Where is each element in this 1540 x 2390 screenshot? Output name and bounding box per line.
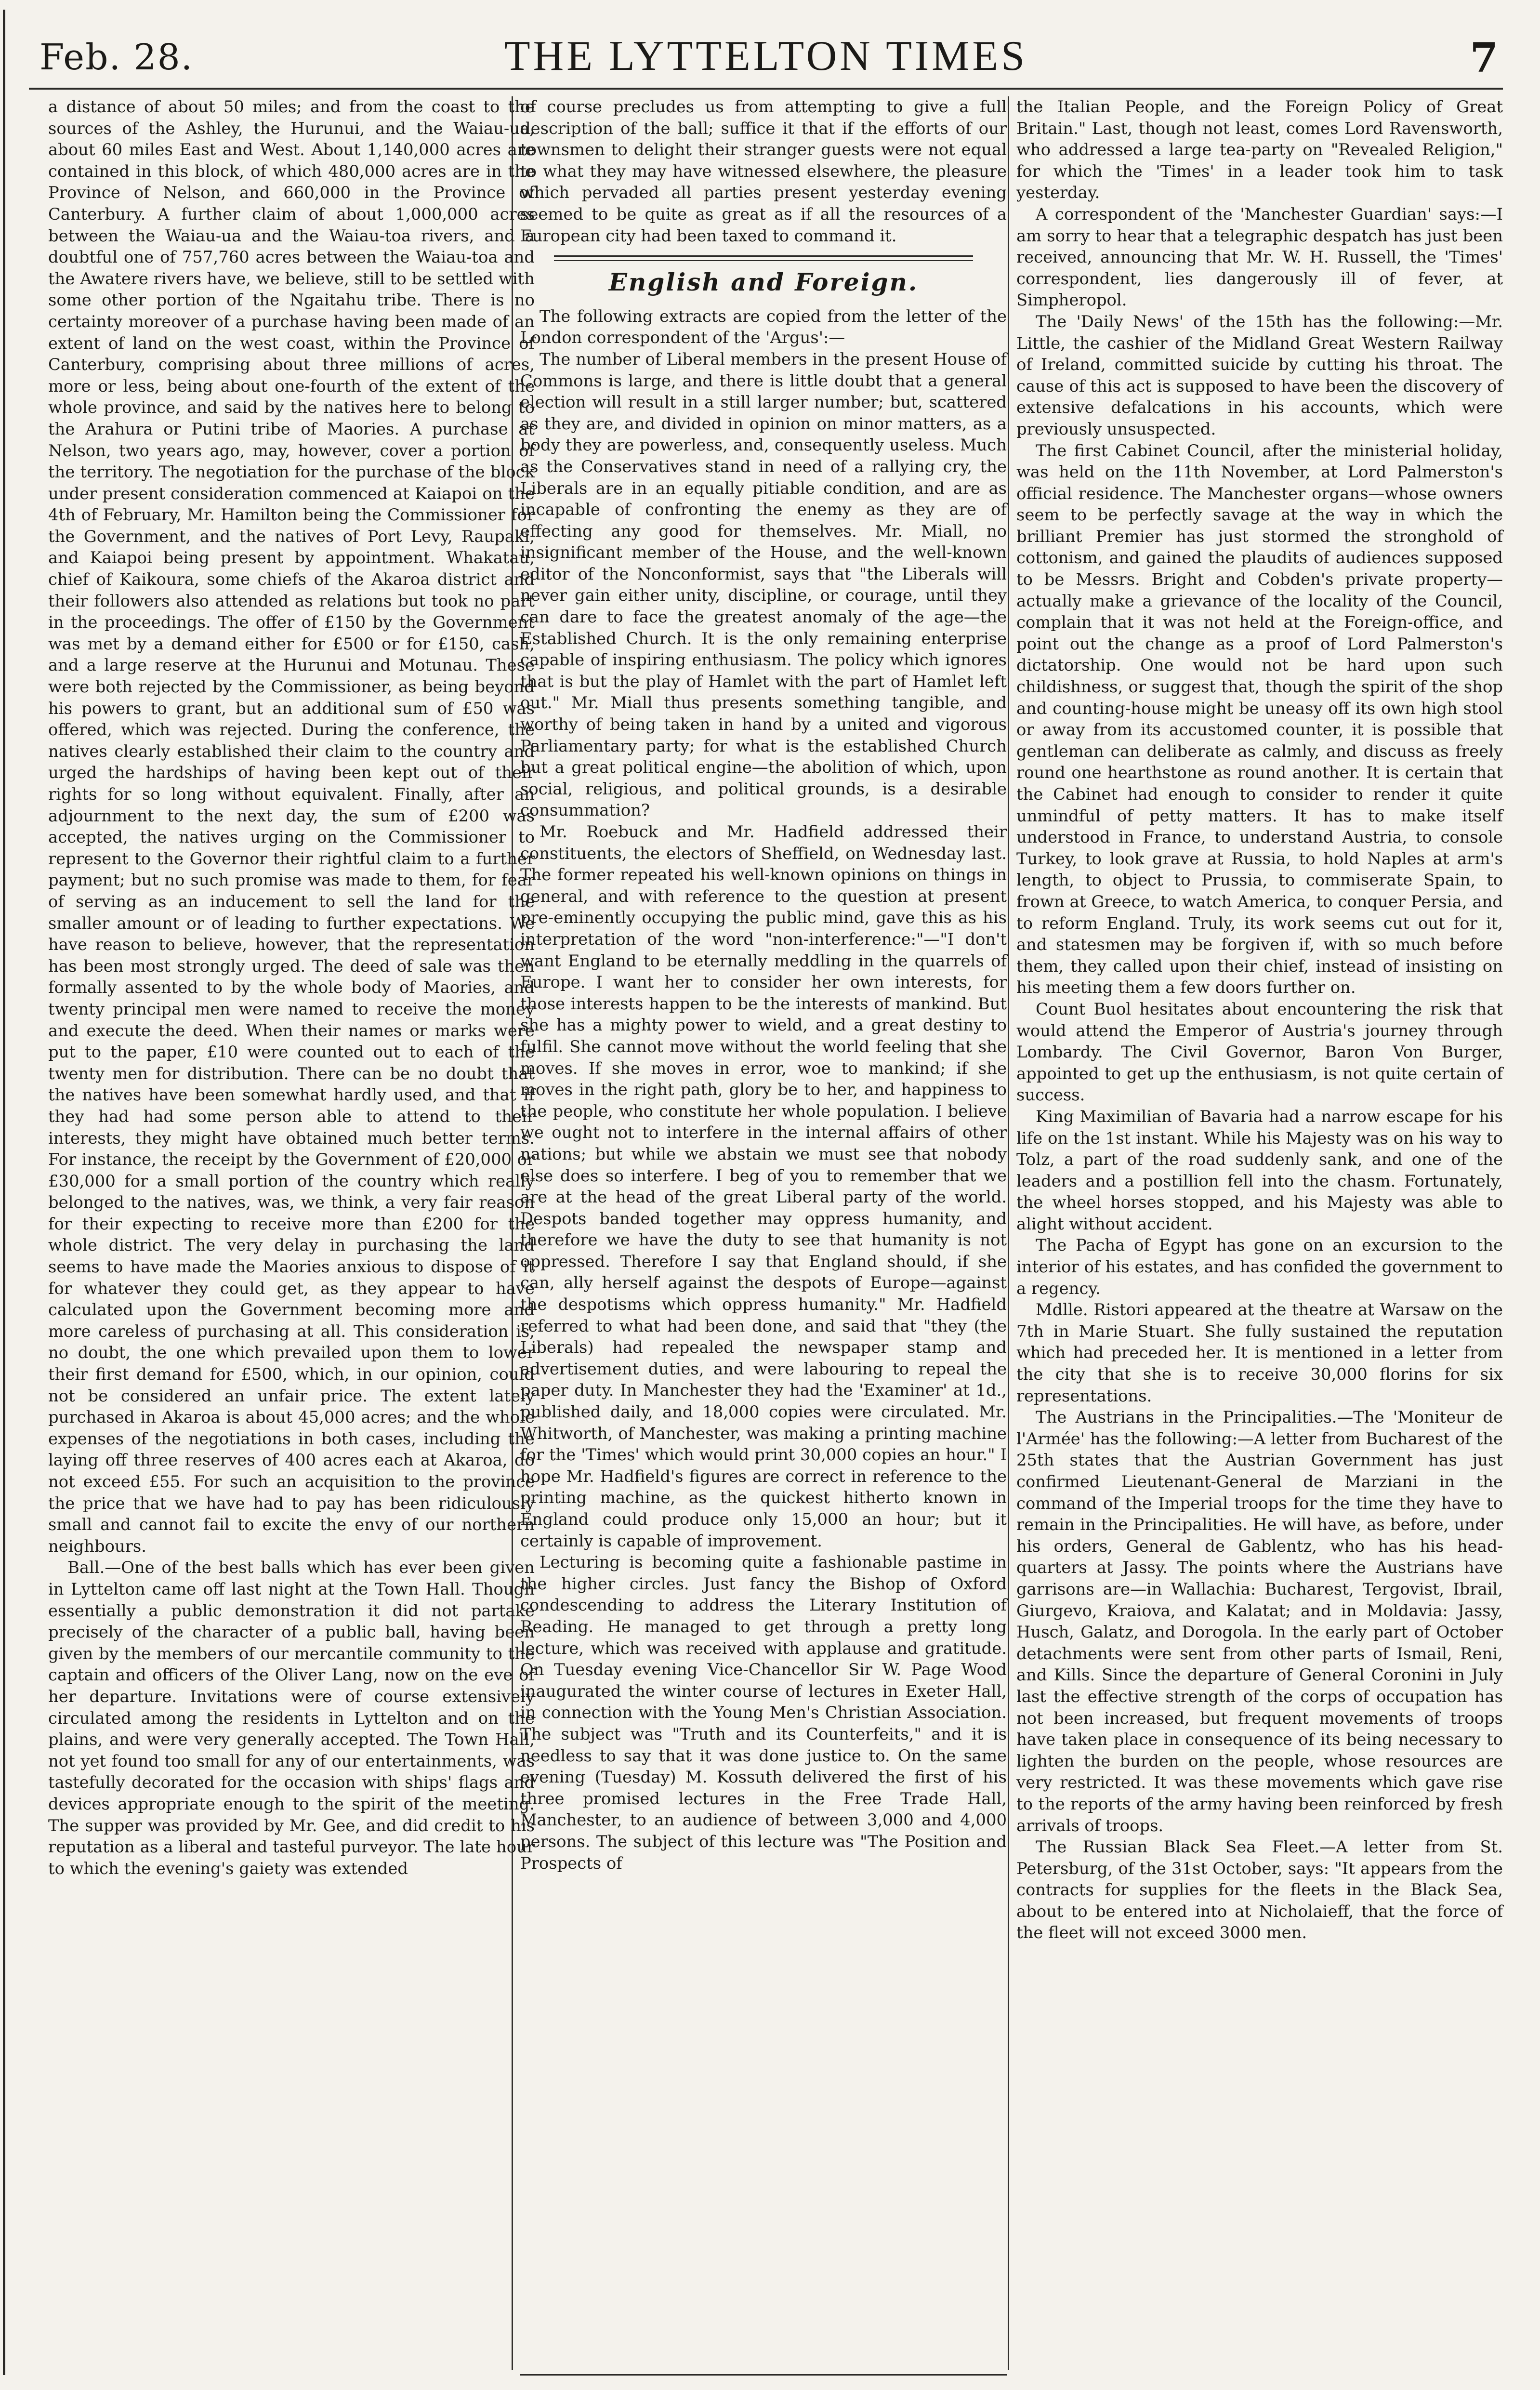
article-ball-continued: of course precludes us from attempting to give a full description of the ball; suffice it that if the efforts of our townsmen to delight their stranger guests were not equal to what they may have witnessed elsewhere, the pleasure which pervaded all parties present yesterday evening seemed to be quite as great as if all the resources of a European city had been taxed to command it. <box>520 97 1007 245</box>
article-maori-land-purchase: a distance of about 50 miles; and from the coast to the sources of the Ashley, the Hurunui, and the Waiau-ua, about 60 miles East and West. About 1,140,000 acres are contained in this block, of which 480,000 acres are in the Province of Nelson, and 660,000 in the Province of Canterbury. A further claim of about 1,000,000 acres between the Waiau-ua and the Waiau-toa rivers, and a doubtful one of 757,760 acres between the Waiau-toa and the Awatere rivers have, we believe, still to be settled with some other portion of the Ngaitahu tribe. There is no certainty moreover of a purchase having been made of an extent of land on the west coast, within the Province of Canterbury, comprising about three millions of acres, more or less, being about one-fourth of the extent of the whole province, and said by the natives here to belong to the Arahura or Putini tribe of Maories. A purchase at Nelson, two years ago, may, however, cover a portion of the territory. The negotiation for the purchase of the block under present consideration commenced at Kaiapoi on the 4th of February, Mr. Hamilton being the Commissioner for the Government, and the natives of Port Levy, Raupaki, and Kaiapoi being present by appointment. Whakatau, chief of Kaikoura, some chiefs of the Akaroa district and their followers also attended as relations but took no part in the proceedings. The offer of £150 by the Government was met by a demand either for £500 or for £150, cash, and a large reserve at the Hurunui and Motunau. These were both rejected by the Commissioner, as being beyond his powers to grant, but an additional sum of £50 was offered, which was rejected. During the conference, the natives clearly established their claim to the country and urged the hardships of having been kept out of their rights for so long without equivalent. Finally, after an adjournment to the next day, the sum of £200 was accepted, the natives urging on the Commissioner to represent to the Governor their rightful claim to a further payment; but no such promise was made to them, for fear of serving as an inducement to sell the land for the smaller amount or of leading to further expectations. We have reason to believe, however, that the representation has been most strongly urged. The deed of sale was then formally assented to by the whole body of Maories, and twenty principal men were named to receive the money and execute the deed. When their names or marks were put to the paper, £10 were counted out to each of the twenty men for distribution. There can be no doubt that the natives have been somewhat hardly used, and that if they had had some person able to attend to their interests, they might have obtained much better terms. For instance, the receipt by the Government of £20,000 or £30,000 for a small portion of the country which really belonged to the natives, was, we think, a very fair reason for their expecting to receive more than £200 for the whole district. The very delay in purchasing the land seems to have made the Maories anxious to dispose of it for whatever they could get, as they appear to have calculated upon the Government becoming more and more careless of purchasing at all. This consideration is, no doubt, the one which prevailed upon them to lower their first demand for £500, which, in our opinion, could not be considered an unfair price. The extent lately purchased in Akaroa is about 45,000 acres; and the whole expenses of the negotiations in both cases, including the laying off three reserves of 400 acres each at Akaroa, do not exceed £55. For such an acquisition to the province the price that we have had to pay has been ridiculously small and cannot fail to excite the envy of our northern neighbours. <box>48 97 535 1556</box>
article-lecturing-continued: the Italian People, and the Foreign Policy of Great Britain." Last, though not least, comes Lord Ravensworth, who addressed a large tea-party on "Revealed Religion," for which the 'Times' in a leader took him to task yesterday. <box>1016 97 1503 202</box>
section-heading: English and Foreign. <box>608 268 919 297</box>
article-lecturing: Lecturing is becoming quite a fashionable pastime in the higher circles. Just fancy the Bishop of Oxford condescending to address the Literary Institution of Reading. He managed to get through a pretty long lecture, which was received with applause and gratitude. On Tuesday evening Vice-Chancellor Sir W. Page Wood inaugurated the winter course of lectures in Exeter Hall, in connection with the Young Men's Christian Association. The subject was "Truth and its Counterfeits," and it is needless to say that it was done justice to. On the same evening (Tuesday) M. Kossuth delivered the first of his three promised lectures in the Free Trade Hall, Manchester, to an audience of between 3,000 and 4,000 persons. The subject of this lecture was "The Position and Prospects of <box>520 1553 1007 1873</box>
article-king-maximilian: King Maximilian of Bavaria had a narrow escape for his life on the 1st instant. While his Majesty was on his way to Tolz, a part of the road suddenly sank, and one of the leaders and a postillion fell into the chasm. Fortunately, the wheel horses stopped, and his Majesty was able to alight without accident. <box>1016 1107 1503 1233</box>
article-liberal-members: The number of Liberal members in the present House of Commons is large, and there is little doubt that a general election will result in a still larger number; but, scattered as they are, and divided in opinion on minor matters, as a body they are powerless, and, consequently useless. Much as the Conservatives stand in need of a rallying cry, the Liberals are in an equally pitiable condition, and are as incapable of confronting the enemy as they are of effecting any good for themselves. Mr. Miall, no insignificant member of the House, and the well-known editor of the Nonconformist, says that "the Liberals will never gain either unity, discipline, or courage, until they can dare to face the greatest anomaly of the age—the Established Church. It is the only remaining enterprise capable of inspiring enthusiasm. The policy which ignores that is but the play of Hamlet with the part of Hamlet left out." Mr. Miall thus presents something tangible, and worthy of being taken in hand by a united and vigorous Parliamentary party; for what is the established Church but a great political engine—the abolition of which, upon social, religious, and political grounds, is a desirable consummation? <box>520 349 1007 820</box>
article-intro: The following extracts are copied from the letter of the London correspondent of the 'Argus':— <box>520 306 1007 347</box>
column-divider <box>1008 96 1009 2370</box>
header-rule <box>29 88 1503 90</box>
article-count-buol: Count Buol hesitates about encountering the risk that would attend the Emperor of Austria's journey through Lombardy. The Civil Governor, Baron Von Burger, appointed to get up the enthusiasm, is not quite certain of success. <box>1016 999 1503 1105</box>
article-ball: Ball.—One of the best balls which has ever been given in Lyttelton came off last night at the Town Hall. Though essentially a public demonstration it did not partake precisely of the character of a public ball, having been given by the members of our mercantile community to the captain and officers of the Oliver Lang, now on the eve of her departure. Invitations were of course extensively circulated among the residents in Lyttelton and on the plains, and were very generally accepted. The Town Hall, not yet found too small for any of our entertainments, was tastefully decorated for the occasion with ships' flags and devices appropriate enough to the spirit of the meeting. The supper was provided by Mr. Gee, and did credit to his reputation as a liberal and tasteful purveyor. The late hour to which the evening's gaiety was extended <box>48 1558 535 1878</box>
issue-date: Feb. 28. <box>39 37 194 78</box>
column-three <box>1016 96 1503 1944</box>
article-cabinet-council: The first Cabinet Council, after the ministerial holiday, was held on the 11th November, at Lord Palmerston's official residence. The Manchester organs—whose owners seem to be perfectly savage at the way in which the brilliant Premier has just stormed the stronghold of cottonism, and gained the plaudits of audiences supposed to be Messrs. Bright and Cobden's private property—actually make a grievance of the locality of the Council, complain that it was not held at the Foreign-office, and point out the change as a proof of Lord Palmerston's dictatorship. One would not be hard upon such childishness, or suggest that, though the spirit of the shop and counting-house might be uneasy off its own high stool or away from its accustomed counter, it is possible that gentleman can deliberate as calmly, and discuss as freely round one hearthstone as round another. It is certain that the Cabinet had enough to consider to render it quite unmindful of petty matters. It has to make itself understood in France, to understand Austria, to console Turkey, to look grave at Russia, to hold Naples at arm's length, to object to Prussia, to commiserate Spain, to frown at Greece, to watch America, to conquer Persia, and to reform England. Truly, its work seems cut out for it, and statesmen may be forgiven if, with so much before them, they called upon their chief, instead of insisting on his meeting them a few doors further on. <box>1016 441 1503 997</box>
article-ristori: Mdlle. Ristori appeared at the theatre at Warsaw on the 7th in Marie Stuart. She fully sustained the reputation which had preceded her. It is mentioned in a letter from the city that she is to receive 30,000 florins for six representations. <box>1016 1300 1503 1405</box>
column-one <box>48 96 535 1879</box>
footer-rule <box>520 2374 1007 2376</box>
page-header <box>29 19 1503 82</box>
column-two <box>520 96 1007 1874</box>
page-edge-rule <box>3 10 5 2375</box>
masthead-title: THE LYTTELTON TIMES <box>504 33 1028 79</box>
article-daily-news: The 'Daily News' of the 15th has the following:—Mr. Little, the cashier of the Midland Great Western Railway of Ireland, committed suicide by cutting his throat. The cause of this act is supposed to have been the discovery of extensive defalcations in his accounts, which were previously unsuspected. <box>1016 312 1503 438</box>
article-austrians-principalities: The Austrians in the Principalities.—The 'Moniteur de l'Armée' has the following:—A letter from Bucharest of the 25th states that the Austrian Government has just confirmed Lieutenant-General de Marziani in the command of the Imperial troops for the time they have to remain in the Principalities. He will have, as before, under his orders, General de Gablentz, who has his head-quarters at Jassy. The points where the Austrians have garrisons are—in Wallachia: Bucharest, Tergovist, Ibrail, Giurgevo, Kraiova, and Kalatat; and in Moldavia: Jassy, Husch, Galatz, and Dorogola. In the early part of October detachments were sent from other parts of Ismail, Reni, and Kills. Since the departure of General Coronini in July last the effective strength of the corps of occupation has not been increased, but frequent movements of troops have taken place in consequence of its being necessary to lighten the burden on the people, whose resources are very restricted. It was these movements which gave rise to the reports of the army having been reinforced by fresh arrivals of troops. <box>1016 1408 1503 1835</box>
article-sheffield: Mr. Roebuck and Mr. Hadfield addressed their constituents, the electors of Sheffield, on Wednesday last. The former repeated his well-known opinions on things in general, and with reference to the question at present pre-eminently occupying the public mind, gave this as his interpretation of the word "non-interference:"—"I don't want England to be eternally meddling in the quarrels of Europe. I want her to consider her own interests, for those interests happen to be the interests of mankind. But she has a mighty power to wield, and a great destiny to fulfil. She cannot move without the world feeling that she moves. If she moves in error, woe to mankind; if she moves in the right path, glory be to her, and happiness to the people, who constitute her whole population. I believe we ought not to interfere in the internal affairs of other nations; but while we abstain we must see that nobody else does so interfere. I beg of you to remember that we are at the head of the great Liberal party of the world. Despots banded together may oppress humanity, and therefore we have the duty to see that humanity is not oppressed. Therefore I say that England should, if she can, ally herself against the despots of Europe—against the despotisms which oppress humanity." Mr. Hadfield referred to what had been done, and said that "they (the Liberals) had repealed the newspaper stamp and advertisement duties, and were labouring to repeal the paper duty. In Manchester they had the 'Examiner' at 1d., published daily, and 18,000 copies were circulated. Mr. Whitworth, of Manchester, was making a printing machine for the 'Times' which would print 30,000 copies an hour." I hope Mr. Hadfield's figures are correct in reference to the printing machine, as the quickest hitherto known in England could produce only 15,000 an hour; but it certainly is capable of improvement. <box>520 822 1007 1550</box>
article-russian-fleet: The Russian Black Sea Fleet.—A letter from St. Petersburg, of the 31st October, says: "It appears from the contracts for supplies for the fleets in the Black Sea, about to be entered into at Nicholaieff, that the force of the fleet will not exceed 3000 men. <box>1016 1837 1503 1942</box>
page-number: 7 <box>1470 34 1498 81</box>
section-divider <box>554 255 973 261</box>
article-russell: A correspondent of the 'Manchester Guardian' says:—I am sorry to hear that a telegraphic despatch has just been received, announcing that Mr. W. H. Russell, the 'Times' correspondent, lies dangerously ill of fever, at Simpheropol. <box>1016 204 1503 310</box>
article-pacha-egypt: The Pacha of Egypt has gone on an excursion to the interior of his estates, and has confided the government to a regency. <box>1016 1236 1503 1298</box>
